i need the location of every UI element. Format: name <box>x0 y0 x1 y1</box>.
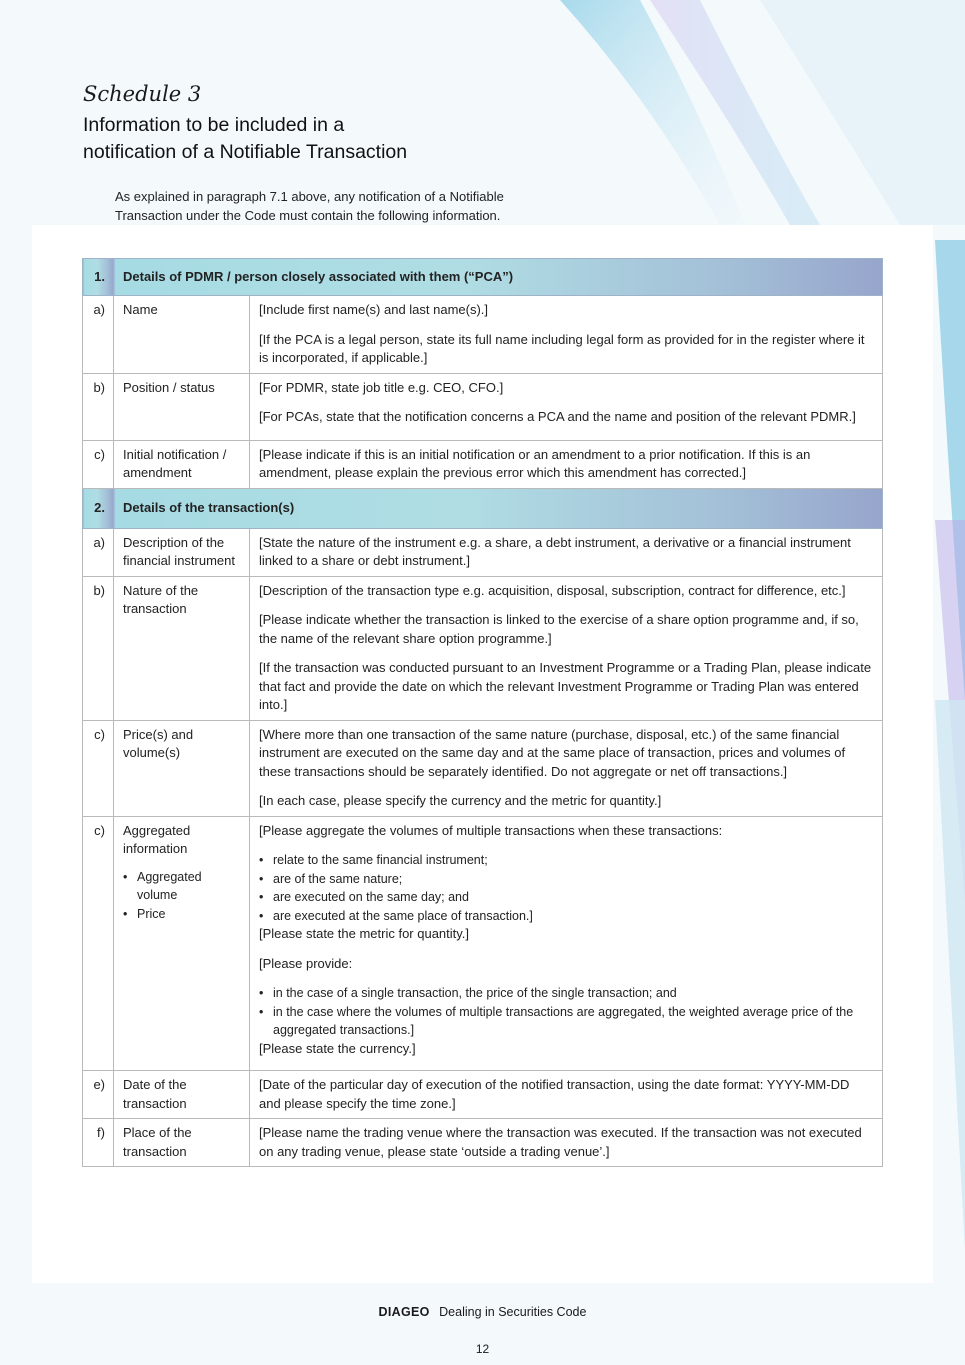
row-id: f) <box>83 1119 114 1167</box>
content-paragraph: [Please indicate if this is an initial notification or an amendment to a prior notification. If this is an amendment, please explain the previous error which this amendment has corrected.] <box>259 446 811 480</box>
list-item: • are of the same nature; <box>273 870 873 889</box>
table-row <box>83 296 883 374</box>
table-row <box>83 816 883 1071</box>
row-id: b) <box>83 576 114 720</box>
row-id: a) <box>83 528 114 576</box>
row-content <box>250 373 883 440</box>
row-label: Description of the financial instrument <box>114 528 250 576</box>
document-title: Dealing in Securities Code <box>439 1305 587 1319</box>
list-item: • in the case of a single transaction, the price of the single transaction; and <box>273 984 873 1003</box>
table-row <box>83 720 883 816</box>
content-paragraph: [Include first name(s) and last name(s).] <box>259 302 489 317</box>
schedule-header <box>83 82 513 166</box>
page-number: 12 <box>475 1342 490 1356</box>
table-row <box>83 1071 883 1119</box>
row-content <box>250 440 883 488</box>
list-item: • Aggregated volume <box>137 868 240 905</box>
bullet-list <box>259 851 873 925</box>
content-paragraph: [Please name the trading venue where the transaction was executed. If the transaction was not executed on any trading venue, please state ‘outside a trading venue’.] <box>259 1125 862 1159</box>
content-paragraph: [In each case, please specify the currency and the metric for quantity.] <box>259 793 662 808</box>
table-row <box>83 373 883 440</box>
row-label: Position / status <box>114 373 250 440</box>
content-paragraph: [For PDMR, state job title e.g. CEO, CFO.] <box>259 379 504 395</box>
section-title: Details of PDMR / person closely associated with them (“PCA”) <box>114 259 883 296</box>
content-paragraph: [Description of the transaction type e.g. acquisition, disposal, subscription, contract for difference, etc.] <box>259 582 846 598</box>
row-label: Name <box>114 296 250 374</box>
label-bullet-list <box>123 868 240 924</box>
brand-logo: DIAGEO <box>378 1305 430 1319</box>
table-row <box>83 1119 883 1167</box>
content-paragraph: [Please aggregate the volumes of multiple transactions when these transactions: <box>259 822 723 838</box>
row-label: Initial notification / amendment <box>114 440 250 488</box>
row-label: Nature of the transaction <box>114 576 250 720</box>
row-label: Place of the transaction <box>114 1119 250 1167</box>
row-content <box>250 296 883 374</box>
schedule-label: Schedule 3 <box>83 82 202 106</box>
list-item: • are executed on the same day; and <box>273 888 873 907</box>
row-id: c) <box>83 720 114 816</box>
section-1-header <box>83 259 883 296</box>
row-id: c) <box>83 816 114 1071</box>
section-title: Details of the transaction(s) <box>114 488 883 528</box>
content-paragraph: [Please state the metric for quantity.] <box>259 926 470 941</box>
content-paragraph: [State the nature of the instrument e.g. a share, a debt instrument, a derivative or a financial instrument linked to a share or debt instrument.] <box>259 534 851 568</box>
table-row <box>83 576 883 720</box>
page-title <box>83 112 513 166</box>
footer <box>0 1305 965 1319</box>
row-label-cell <box>114 816 250 1071</box>
row-id: b) <box>83 373 114 440</box>
table-row <box>83 440 883 488</box>
row-content <box>250 1119 883 1167</box>
section-number: 1. <box>83 259 114 296</box>
row-content <box>250 576 883 720</box>
intro-paragraph: As explained in paragraph 7.1 above, any notification of a Notifiable Transaction under the Code must contain the following information. <box>115 189 504 223</box>
list-item: • in the case where the volumes of multiple transactions are aggregated, the weighted average price of the aggregated transactions.] <box>273 1003 873 1040</box>
row-id: e) <box>83 1071 114 1119</box>
row-label: Price(s) and volume(s) <box>114 720 250 816</box>
row-label: Date of the transaction <box>114 1071 250 1119</box>
row-id: c) <box>83 440 114 488</box>
content-paragraph: [If the PCA is a legal person, state its full name including legal form as provided for in the register where it is incorporated, if applicable.] <box>259 331 865 365</box>
content-paragraph: [Please state the currency.] <box>259 1040 416 1056</box>
section-number: 2. <box>83 488 114 528</box>
row-content <box>250 528 883 576</box>
list-item: • Price <box>137 905 240 924</box>
list-item: • are executed at the same place of transaction.] <box>273 907 873 926</box>
content-paragraph: [Please indicate whether the transaction is linked to the exercise of a share option programme and, if so, the name of the relevant share option programme.] <box>259 612 859 646</box>
row-id: a) <box>83 296 114 374</box>
content-paragraph: [Please provide: <box>259 955 353 971</box>
row-label: Aggregated information <box>123 822 191 856</box>
list-item: • relate to the same financial instrument; <box>273 851 873 870</box>
content-paragraph: [Where more than one transaction of the same nature (purchase, disposal, etc.) of the same financial instrument are executed on the same day and at the same place of transaction, prices and volumes of these transactions should be separately identified. Do not aggregate or net off transactions.] <box>259 726 846 779</box>
table-row <box>83 528 883 576</box>
row-content <box>250 816 883 1071</box>
row-content <box>250 720 883 816</box>
notification-table <box>82 258 883 1167</box>
row-content <box>250 1071 883 1119</box>
section-2-header <box>83 488 883 528</box>
content-paragraph: [For PCAs, state that the notification concerns a PCA and the name and position of the relevant PDMR.] <box>259 409 856 424</box>
content-paragraph: [If the transaction was conducted pursuant to an Investment Programme or a Trading Plan, please indicate that fact and provide the date on which the relevant Investment Programme or Trading Plan was entered into.] <box>259 660 872 712</box>
bullet-list <box>259 984 873 1040</box>
title-line-1: Information to be included in a <box>83 114 345 136</box>
title-line-2: notification of a Notifiable Transaction <box>83 141 408 163</box>
content-paragraph: [Date of the particular day of execution of the notified transaction, using the date format: YYYY-MM-DD and please specify the time zone.] <box>259 1077 850 1111</box>
